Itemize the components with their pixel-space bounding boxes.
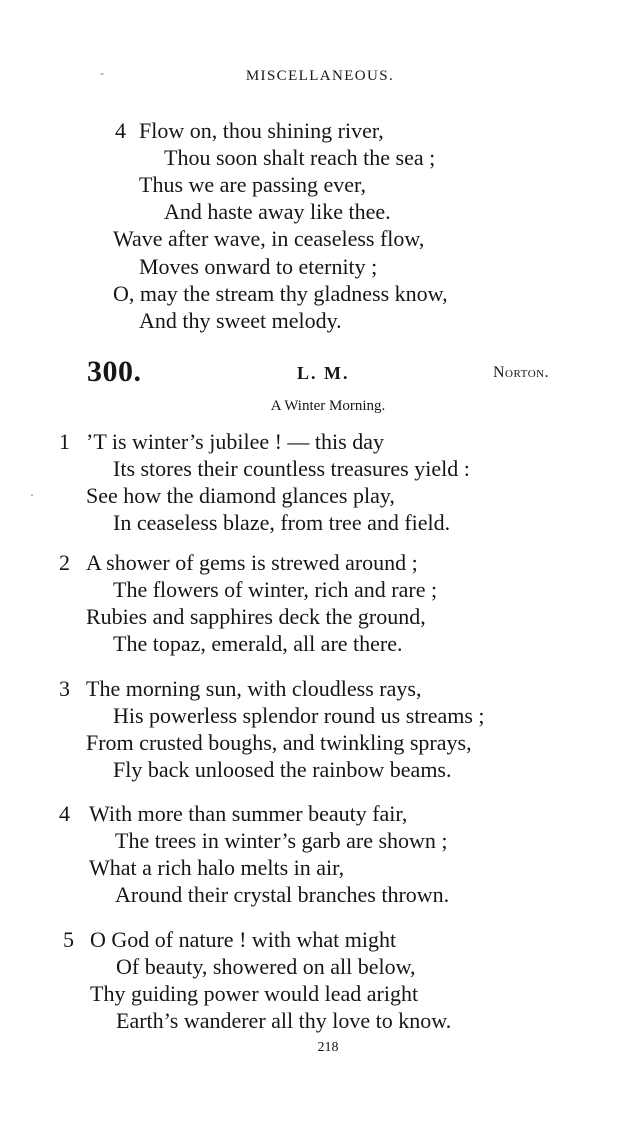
verse-line: His powerless splendor round us streams ; bbox=[113, 703, 485, 728]
verse-line: The topaz, emerald, all are there. bbox=[113, 631, 403, 656]
hymn-meter: L. M. bbox=[297, 363, 350, 383]
running-header: MISCELLANEOUS. bbox=[245, 68, 395, 84]
stanza-number: 2 bbox=[59, 550, 70, 575]
hymn-title: A Winter Morning. bbox=[270, 398, 386, 414]
print-mark: - bbox=[100, 66, 104, 80]
print-mark: · bbox=[30, 488, 34, 502]
stanza-number: 1 bbox=[59, 429, 70, 454]
tune-name: Norton. bbox=[493, 364, 550, 381]
verse-line: Earth’s wanderer all thy love to know. bbox=[116, 1008, 452, 1033]
stanza-number: 4 bbox=[59, 801, 70, 826]
verse-line: Of beauty, showered on all below, bbox=[116, 954, 416, 979]
page-number: 218 bbox=[317, 1040, 339, 1055]
verse-line: Thou soon shalt reach the sea ; bbox=[164, 145, 436, 170]
hymn-number: 300. bbox=[87, 355, 142, 388]
verse-line: Thy guiding power would lead aright bbox=[90, 981, 419, 1006]
stanza-number: 3 bbox=[59, 676, 70, 701]
verse-line: Its stores their countless treasures yield : bbox=[113, 456, 470, 481]
verse-line: ’T is winter’s jubilee ! — this day bbox=[86, 429, 384, 454]
stanza-number: 5 bbox=[63, 927, 74, 952]
verse-line: The trees in winter’s garb are shown ; bbox=[115, 828, 448, 853]
verse-line: A shower of gems is strewed around ; bbox=[86, 550, 418, 575]
verse-line: Wave after wave, in ceaseless flow, bbox=[113, 226, 425, 251]
verse-line: Fly back unloosed the rainbow beams. bbox=[113, 757, 452, 782]
verse-line: The flowers of winter, rich and rare ; bbox=[113, 577, 438, 602]
verse-line: And thy sweet melody. bbox=[139, 308, 342, 333]
stanza-number: 4 bbox=[115, 118, 126, 143]
verse-line: From crusted boughs, and twinkling sprays, bbox=[86, 730, 472, 755]
verse-line: In ceaseless blaze, from tree and field. bbox=[113, 510, 451, 535]
verse-line: And haste away like thee. bbox=[164, 199, 391, 224]
verse-line: Rubies and sapphires deck the ground, bbox=[86, 604, 426, 629]
verse-line: Moves onward to eternity ; bbox=[139, 254, 378, 279]
verse-line: Around their crystal branches thrown. bbox=[115, 882, 450, 907]
verse-line: The morning sun, with cloudless rays, bbox=[86, 676, 422, 701]
verse-line: Thus we are passing ever, bbox=[139, 172, 366, 197]
verse-line: O God of nature ! with what might bbox=[90, 927, 397, 952]
verse-line: With more than summer beauty fair, bbox=[89, 801, 408, 826]
verse-line: Flow on, thou shining river, bbox=[139, 118, 384, 143]
verse-line: What a rich halo melts in air, bbox=[89, 855, 345, 880]
verse-line: O, may the stream thy gladness know, bbox=[113, 281, 448, 306]
verse-line: See how the diamond glances play, bbox=[86, 483, 395, 508]
